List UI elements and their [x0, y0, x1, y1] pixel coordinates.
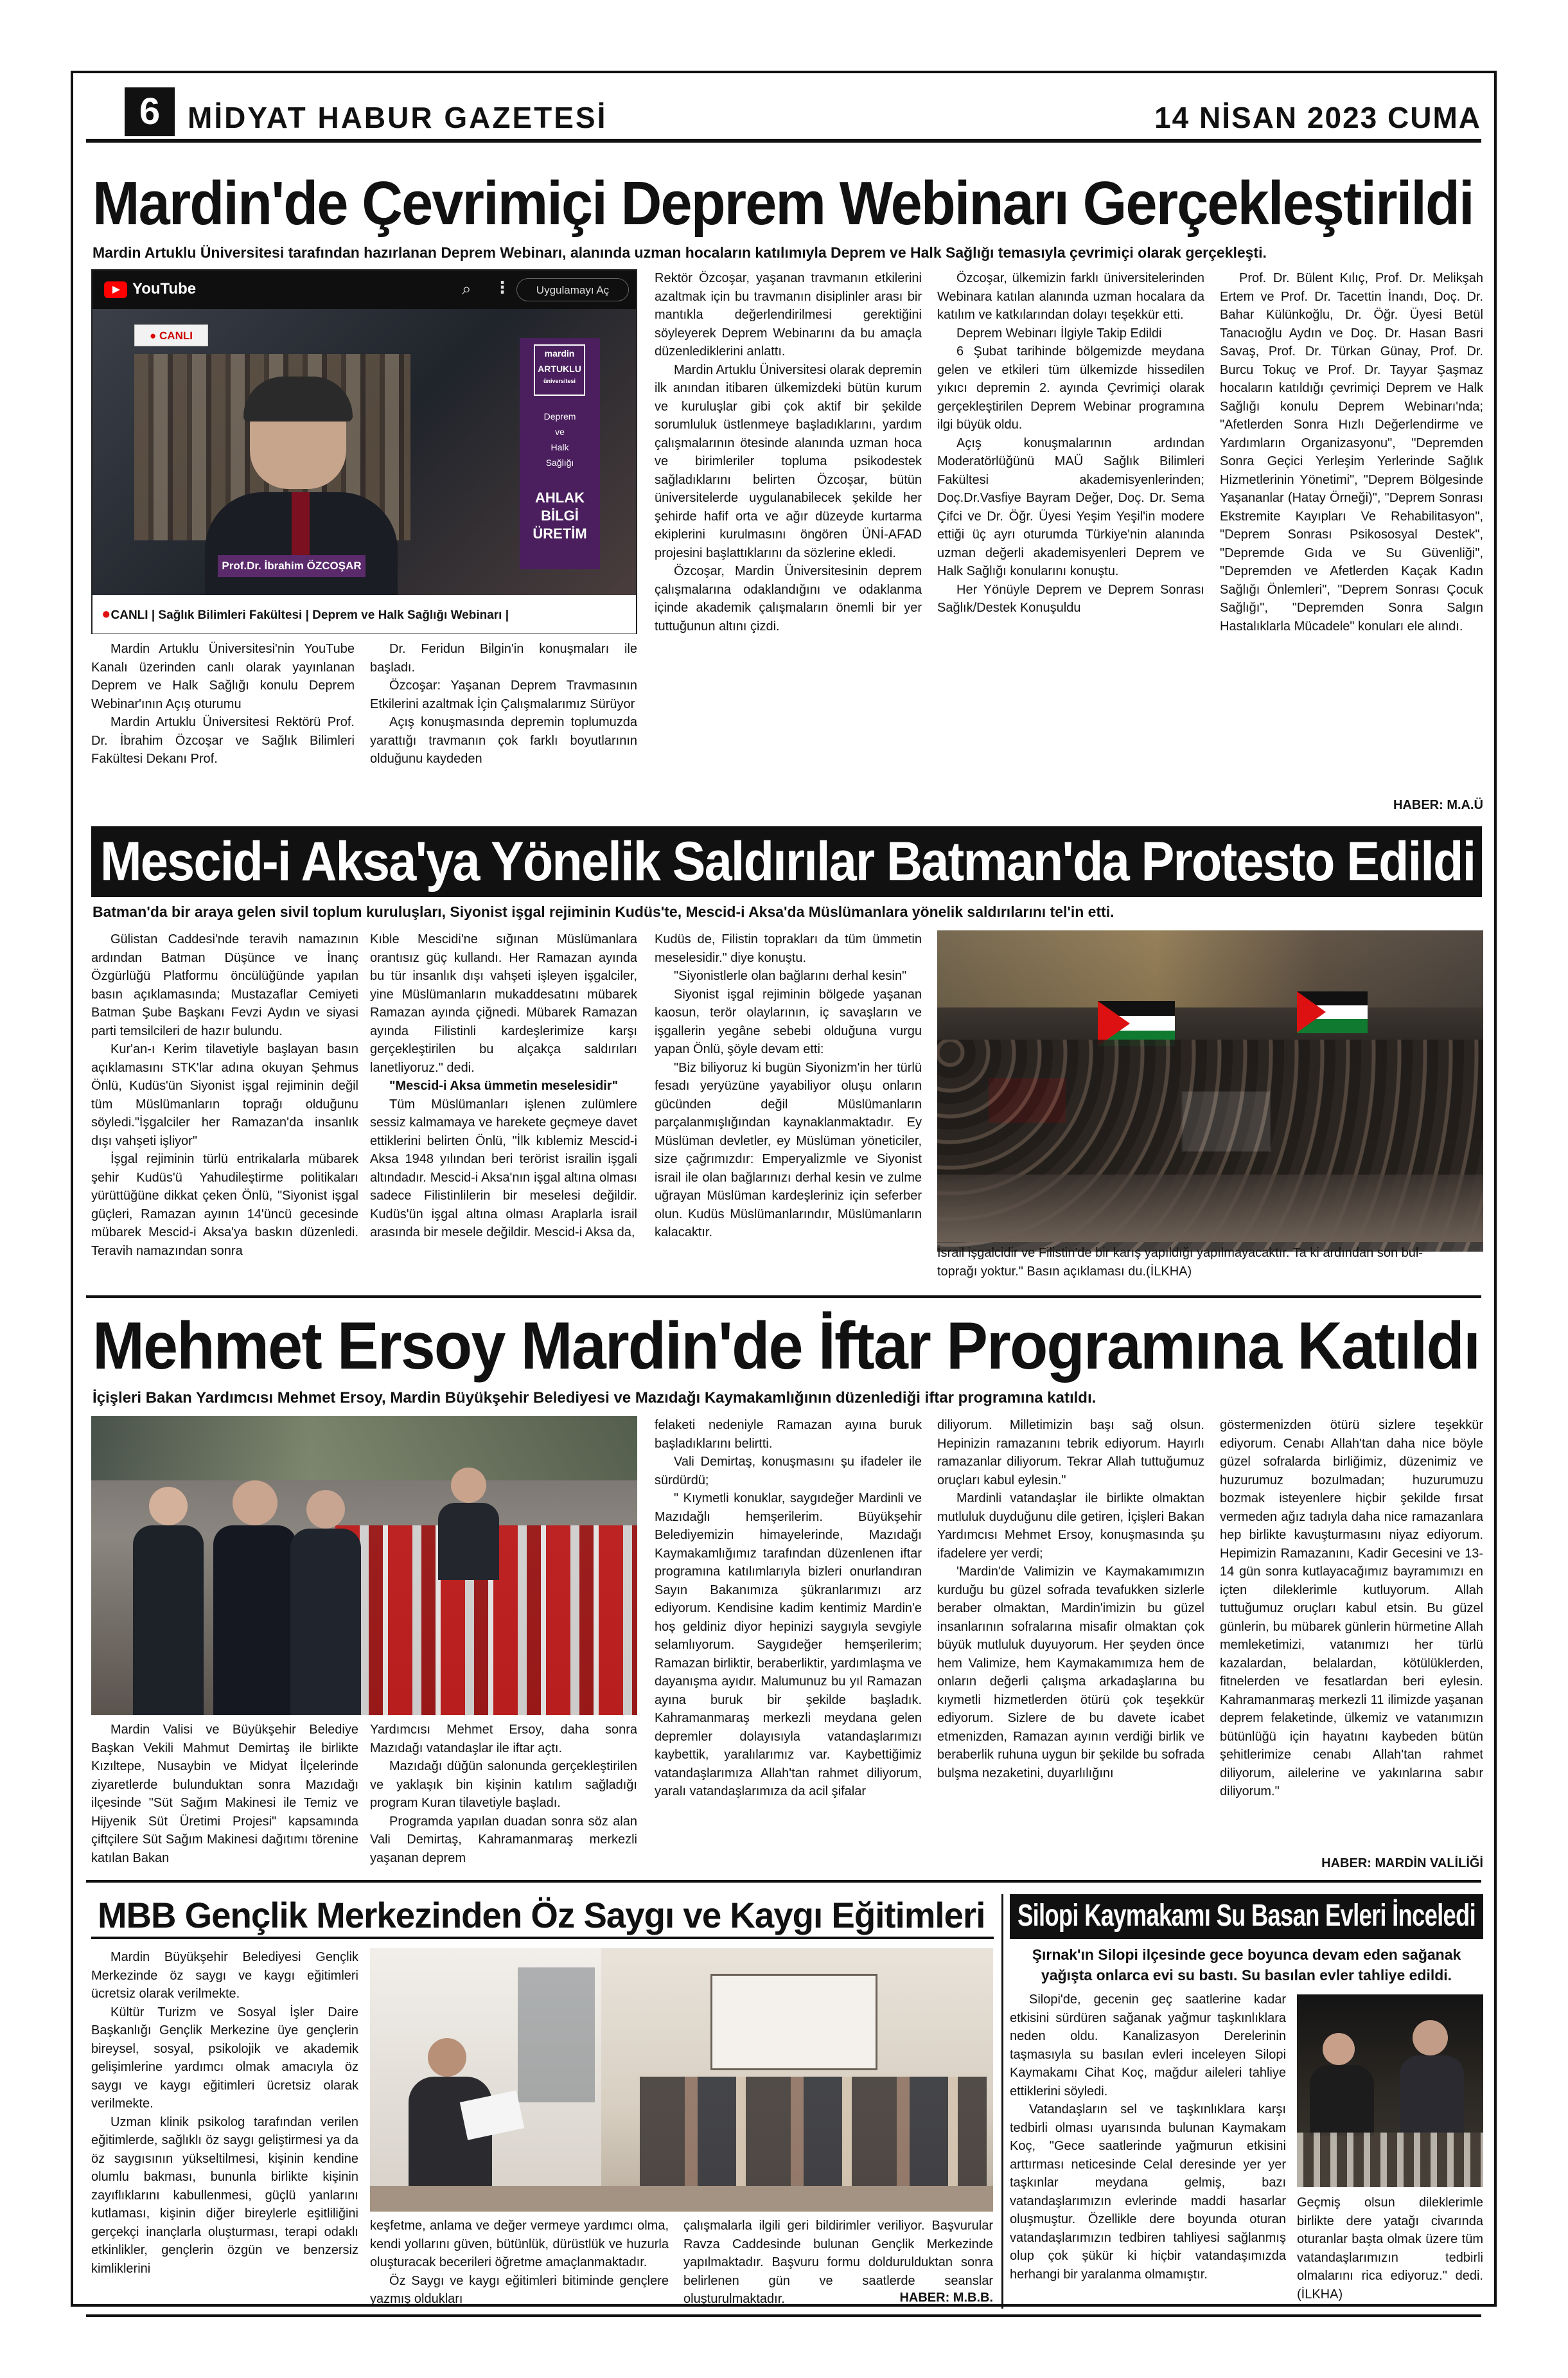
article3-column-2: Yardımcısı Mehmet Ersoy, daha sonra Mazıdağı vatandaşlar ile iftar açtı. Mazıdağı düğün salonunda gerçekleştirilen ve yaklaşık bin kişinin katılım sağladığı program Kuran tilavetiyle başladı. Programda yapılan duadan sonra söz alan Vali Demirtaş, Kahramanmaraş merkezli yaşanan deprem: [370, 1723, 637, 1865]
newspaper-page: [71, 71, 1497, 2307]
speaker-name-label: Prof.Dr. İbrahim ÖZCOŞAR: [218, 555, 366, 577]
iftar-event-photo: [91, 1416, 637, 1715]
slide-topic: Deprem ve Halk Sağlığı: [543, 411, 576, 468]
article2-column-2: Kıble Mescidi'ne sığınan Müslümanlara orantısız güç kullandı. Her Ramazan ayında bu tür insanlık dışı vahşeti işleyen işgalciler, yine Müslümanların mukaddesatını mübarek Ramazan ayında çiğnedi. Mübarek Ramazan ayında Filistinli kardeşlerimize karşı gerçekleştirilen bu alçakça saldırıları lanetliyoruz." dedi. "Mescid-i Aksa ümmetin meselesidir" Tüm Müslümanları işlenen zulümlere sessiz kalmamaya ve harekete geçmeye davet ettiklerini belirten Önlü, "İlk kıblemiz Mescid-i Aksa 1948 yılından beri terörist israilin işgali altındadır. Mescid-i Aksa'nın işgal altına olması sadece Filistinlilerin bir meselesi değildir. Kudüs'ün işgal altına olması Araplarla israil arasında bir mesele değildir. Mescid-i Aksa da,: [370, 932, 637, 1239]
article1-column-2: Dr. Feridun Bilgin'in konuşmaları ile başladı. Özcoşar: Yaşanan Deprem Travmasının Etkilerini azaltmak İçin Çalışmalarımız Sürüyor Açış konuşmasında depremin toplumuzda yarattığı travmanın çok farklı boyutlarının olduğunu kaydeden: [370, 642, 637, 766]
article1-title: Mardin'de Çevrimiçi Deprem Webinarı Gerçekleştirildi: [92, 169, 1474, 238]
webinar-video-frame: [92, 309, 636, 595]
article4-header: [91, 1894, 994, 1939]
newspaper-name: MİDYAT HABUR GAZETESİ: [188, 101, 608, 134]
youtube-wordmark: YouTube: [132, 280, 197, 297]
issue-date: 14 NİSAN 2023 CUMA: [1154, 101, 1481, 134]
seminar-photo: [370, 1948, 993, 2212]
live-dot-icon: ●: [101, 605, 111, 623]
youtube-toolbar: [92, 271, 636, 309]
article1-column-4: Özcoşar, ülkemizin farklı üniversitelerinden Webinara katılan alanında uzman hocalara da katılım ve katkılarından dolayı teşekkür etti. Deprem Webinarı İlgiyle Takip Edildi 6 Şubat tarihinde bölgemizde meydana gelen ve etkileri tüm ülkemizde hissedilen yıkıcı depremin 2. ayında Çevrimiçi olarak gerçekleştirilen Deprem Webinar programına ilgi büyük oldu. Açış konuşmalarının ardından Moderatörlüğünü MAÜ Sağlık Bilimleri Fakültesi akademisyenlerinden; Doç.Dr.Vasfiye Bayram Değer, Doç. Dr. Sema Çifci ve Dr. Öğr. Üyesi Yeşim Yeşil'in modere ettiği üç ayrı oturumda Türkiye'nin alanında uzman değerli akademisyenleri Deprem ve Halk Sağlığı konularını konuştu. Her Yönüyle Deprem ve Deprem Sonrası Sağlık/Destek Konuşuldu: [937, 271, 1204, 615]
article5-column-2: Geçmiş olsun dileklerimle birlikte dere yatağı civarında oturanlar başta olmak üzere tüm vatandaşlarımızın tedbirli olmalarını rica ediyoruz." dedi.(İLKHA): [1297, 2196, 1483, 2302]
article4-column-1: Mardin Büyükşehir Belediyesi Gençlik Merkezinde öz saygı ve kaygı eğitimleri ücretsiz olarak verilmekte. Kültür Turizm ve Sosyal İşler Daire Başkanlığı Gençlik Merkezine üye gençlerin bireysel, sosyal, psikolojik ve akademik gelişimlerine yardımcı olmak amacıyla öz saygı ve kaygı eğitimleri ücretsiz olarak verilmekte. Uzman klinik psikolog tarafından verilen eğitimlerde, sağlıklı öz saygı geliştirmesi ya da öz saygısının yükseltilmesi, kişinin kendine olumlu bakması, bununla birlikte kişinin zayıflıklarını kabullenmesi, güçlü yanlarını kutlaması, kişinin diğer bireylerle eşitliliğini gerçekçi inançlarla oluşturması, terapi odaklı etkinlikler, gençlerin özgün ve benzersiz kimliklerini: [91, 1950, 358, 2276]
video-caption-bar: ●CANLI | Sağlık Bilimleri Fakültesi | Deprem ve Halk Sağlığı Webinarı |: [92, 595, 636, 634]
protest-photo: [937, 930, 1483, 1242]
youtube-logo-icon: [104, 281, 127, 298]
header-rule: [86, 139, 1481, 143]
page-number: 6: [125, 87, 175, 136]
article4-column-2: keşfetme, anlama ve değer vermeye yardımcı olma, kendi yollarını güven, bütünlük, dürüstlük ve huzurla oluşturacak becerileri öğretme amaçlanmaktadır. Öz Saygı ve kaygı eğitimleri bitiminde gençlere yazmış oldukları: [370, 2219, 669, 2306]
article3-column-1: Mardin Valisi ve Büyükşehir Belediye Başkan Vekili Mahmut Demirtaş ile birlikte Kızıltepe, Nusaybin ve Midyat İlçelerinde ziyaretlerde bulunduktan sonra Mazıdağı ilçesinde "Süt Sağım Makinesi ile Temiz ve Hijyenik Süt Üretimi Projesi" kapsamında çiftçilere Süt Sağım Makinesi dağıtımı törenine katılan Bakan: [91, 1723, 358, 1865]
open-app-button[interactable]: Uygulamayı Aç: [516, 278, 629, 301]
article4-column-3: çalışmalarla ilgili geri bildirimler veriliyor. Başvurular Ravza Caddesinde bulunan Gençlik Merkezinde yapılmaktadır. Başvuru formu doldurulduktan sonra belirlenen gün ve saatlerde seanslar oluşturulmaktadır.: [683, 2219, 993, 2306]
official-2: [213, 1525, 297, 1715]
official-1: [133, 1525, 204, 1715]
article2-title-banner: [91, 826, 1482, 897]
live-badge: ● CANLI: [134, 324, 208, 346]
window: [710, 1974, 877, 2070]
article5-column-1: Silopi'de, gecenin geç saatlerine kadar etkisini sürdüren sağanak yağmur taşkınlıklara neden oldu. Kanalizasyon Derelerinin taşmasıyla su basılan evleri inceleyen Silopi Kaymakamı Cihat Koç, mağdur aileleri tahliye ettiklerini söyledi. Vatandaşların sel ve taşkınlıklara karşı tedbirli olması uyarısında bulunan Kaymakam Koç, "Gece saatlerinde yağmurun etkisini arttırması neticesinde Celal deresinde yer yer taşkınlar meydana gelmiş, bazı vatandaşlarımızın evlerinde maddi hasarlar oluşmuştur. Özellikle dere boyunda oturan vatandaşlarımızın tedbiren tahliyesi sağlanmış olup çok şükür ki hiçbir vatandaşımızda herhangi bir yaralanma olmamıştır.: [1010, 1992, 1286, 2282]
article1-column-3: Rektör Özcoşar, yaşanan travmanın etkilerini azaltmak için bu travmanın disiplinler arası bir mantıkla değerlendirilmesi gerektiğini söyleyerek Deprem Webinarını da bu amaçla düzenlediklerini anlattı. Mardin Artuklu Üniversitesi olarak depremin ilk anından itibaren ülkemizdeki bütün kurum ve kuruluşlar gibi çok aktif bir şekilde sorumluluk üstlenmeye başladıklarını, yardım çalışmalarının ötesinde alanında uzman hoca ve birimleriler topluma psikodestek sağladıklarını belirten Özcoşar, bütün üniversitelerde uygulanabilecek şekilde her şehirde hafif orta ve ağır düzeyde kurtarma ekiplerini kurulmasını öngören ÜNİ-AFAD projesini başlattıklarını da sözlerine ekledi. Özcoşar, Mardin Üniversitesinin deprem çalışmalarına odaklandığını ve odaklanma içinde akademik çalışmaların önemli bir yer tuttuğunun altını çizdi.: [655, 271, 922, 634]
article3-column-4: diliyorum. Milletimizin başı sağ olsun. Hepinizin ramazanını tebrik ediyorum. Hayırlı ramazanlar diliyorum. Tekrar Allah tuttuğumuz oruçları kabul eylesin." Mardinli vatandaşlar ile birlikte olmaktan mutluluk duyduğunu dile getiren, İçişleri Bakan Yardımcısı Mehmet Ersoy, konuşmasında şu ifadelere yer verdi; 'Mardin'de Valimizin ve Kaymakamımızın kurduğu bu güzel sofrada tevafukken sizlerle beraber olmaktan, Mardin'imizin bu güzel insanlarının sofralarına misafir olmaktan çok büyük mutluluk duyuyorum. Her şeyden önce hem Valimize, hem Kaymakamımıza hem de onların değerli çalışma arkadaşlarına bu kıymetli hizmetlerden ötürü çok teşekkür ediyorum. Sizlere de bu davete icabet etmenizden, Ramazan ayının verdiği birlik ve beraberlik ruhuna uygun bir şekilde bu sofrada bulşma nezaketini, duyarlılığını: [937, 1418, 1204, 1780]
article1-column-1: Mardin Artuklu Üniversitesi'nin YouTube Kanalı üzerinden canlı olarak yayınlanan Deprem ve Halk Sağlığı konulu Deprem Webinar'ının Açış oturumu Mardin Artuklu Üniversitesi Rektörü Prof. Dr. İbrahim Özcoşar ve Sağlık Bilimleri Fakültesi Dekanı Prof.: [91, 642, 355, 766]
railing: [1297, 2133, 1483, 2187]
article1-signature: HABER: M.A.Ü: [1393, 798, 1483, 812]
protest-photo-caption: İsrail işgalcidir ve Filistin'de bir karış yapıldığı yapılmayacaktır. Ta ki ardından son bul- toprağı yoktur." Basın açıklaması du.(İLKHA): [937, 1246, 1423, 1279]
more-options-icon[interactable]: ⋮: [494, 278, 511, 297]
article5-title: Silopi Kaymakamı Su Basan Evleri İnceledi: [1017, 1899, 1476, 1933]
article1-subtitle: Mardin Artuklu Üniversitesi tarafından hazırlanan Deprem Webinarı, alanında uzman hocaların katılımıyla Deprem ve Halk Sağlığı temasıyla çevrimiçi olarak gerçekleşti.: [92, 244, 1267, 261]
audience: [640, 2077, 987, 2192]
article2-column-3: Kudüs de, Filistin toprakları da tüm ümmetin meselesidir." diye konuştu. "Siyonistlerle olan bağlarını derhal kesin" Siyonist işgal rejiminin bölgede yaşanan kaosun, terör olaylarının, iç savaşların ve işgallerin yegâne sebebi olduğuna vurgu yapan Önlü, şöyle devam etti: "Biz biliyoruz ki bugün Siyonizm'in her türlü fesadı yeryüzüne yayabiliyor oluşu onların gücünden değil Müslümanların parçalanmışlığından kaynaklanmaktadır. Ey Müslüman devletler, ey Müslüman yöneticiler, size çağrımızdır: Emperyalizmle ve Siyonist israil ile olan bağlarınızı derhal kesin ve zulme uğrayan Müslüman kardeşleriniz için seferber olun. Kudüs Müslümanlarındır, Müslümanların kalacaktır.: [655, 932, 922, 1239]
trees-background: [91, 1416, 637, 1480]
flood-inspection-photo: [1297, 1994, 1483, 2187]
article3-subtitle: İçişleri Bakan Yardımcısı Mehmet Ersoy, Mardin Büyükşehir Belediyesi ve Mazıdağı Kaymakamlığının düzenlediği iftar programına katıldı.: [92, 1389, 1097, 1406]
article3-column-5: göstermenizden ötürü sizlere teşekkür ediyorum. Cenabı Allah'tan daha nice böyle güzel sofralarda birliğimiz, düzenimiz ve huzurumuz bozulmadan; huzurumuzu bozmak isteyenlere hiçbir şekilde fırsat vermeden ağız tadıyla daha nice ramazanlara hep birlikte kavuşturmasını niyaz ediyorum. Hepimizin Ramazanını, Kadir Gecesini ve 13-14 gün sonra kutlayacağımız bayramımızı en içten dileklerimle kutluyorum. Allah tuttuğumuz oruçları kabul etsin. Bu güzel günlerin, bu mübarek günlerin hürmetine Allah memleketimizi, vatanımızı her türlü kazalardan, belalardan, kötülüklerden, fitnelerden ve fesatlardan beri eylesin. Kahramanmaraş merkezli 11 ilimizde yaşanan deprem felaketinde, ülkemiz ve vatanımızın bütünlüğü için hayatını kaybeden bütün şehitlerimize cenabı Allah'tan rahmet diliyorum, ailelerine ve yakınlarına sabır diliyorum.": [1220, 1418, 1483, 1798]
article2-subtitle: Batman'da bir araya gelen sivil toplum kuruluşları, Siyonist işgal rejiminin Kudüs'te, Mescid-i Aksa'da Müslümanlara yönelik saldırılarını tel'in etti.: [92, 903, 1114, 920]
article5-subtitle: Şırnak'ın Silopi ilçesinde gece boyunca devam eden sağanak yağışta onlarca evi su bastı. Su basılan evler tahliye edildi.: [1032, 1946, 1461, 1983]
official-3: [290, 1529, 361, 1715]
article1-column-5: Prof. Dr. Bülent Kılıç, Prof. Dr. Melikşah Ertem ve Prof. Dr. Tacettin İnandı, Doç. Dr. Bahar Külünkoğlu, Dr. Öğr. Üyesi Betül Tanacıoğlu Aydın ve Doç. Dr. Hasan Basri Savaş, Prof. Dr. Türkan Günay, Prof. Dr. Burcu Tokuç ve Prof. Dr. Tayyar Şaşmaz hocaların katıldığı çevrimiçi Deprem ve Halk Sağlığı konulu Deprem Webinarı'nda; "Afetlerden Sonra Hızlı Değerlendirme ve Yardımların Organizasyonu", "Depremden Sonra Geçici Yerleşim Yerlerinde Sağlık Hizmetlerinin Yönetimi", "Deprem Bölgesinde Yaşananlar (Hatay Örneği)", "Deprem Sonrası Ekstremite Kayıpları Ve Rehabilitasyon", "Deprem Sonrası Psikososyal Destek", "Depremde Gıda ve Su Güvenliği", "Depremden ve Afetlerden Kaçak Kadın Sağlığı Önlemleri", "Deprem Sonrası Çocuk Sağlığı", "Depremden Sonra Salgın Hastalıklarla Mücadele" konuları ele alındı.: [1220, 271, 1483, 634]
university-logo: mardin ARTUKLU üniversitesi: [534, 344, 585, 396]
article3-signature: HABER: MARDİN VALİLİĞİ: [1321, 1856, 1483, 1870]
bottom-rule: [86, 2314, 1481, 2317]
section-rule-2: [86, 1295, 1481, 1298]
youtube-embed[interactable]: [91, 269, 637, 634]
university-slide: [520, 338, 600, 569]
vertical-divider: [1001, 1894, 1003, 2309]
university-slogan: AHLAK BİLGİ ÜRETİM: [533, 490, 587, 542]
article3-title: Mehmet Ersoy Mardin'de İftar Programına Katıldı: [92, 1309, 1480, 1383]
article4-signature: HABER: M.B.B.: [899, 2291, 993, 2305]
article3-column-3: felaketi nedeniyle Ramazan ayına buruk başladıklarını belirtti. Vali Demirtaş, konuşmasını şu ifadeler ile sürdürdü; " Kıymetli konuklar, saygıdeğer Mardinli ve Mazıdağlı hemşerilerim. Büyükşehir Belediyemizin himayelerinde, Mazıdağı Kaymakamlığımız tarafından düzenlenen iftar programına katılımlarıyla bizleri onurlandıran Sayın Bakanımıza şükranlarımızı arz ediyorum. Kendisine kadim kentimiz Mardin'e hoş geldiniz diyor hepinizi saygıyla sevgiyle selamlıyorum. Saygıdeğer hemşerilerim; Ramazan birliktir, beraberliktir, yardımlaşma ve dayanışma ayıdır. Malumunuz bu yıl Ramazan ayına buruk bir şekilde başladık. Kahramanmaraş merkezli meydana gelen depremler dolayısıyla vatandaşlarımızı kaybettik, yaralılarımız var. Kaybettiğimiz vatandaşlarımıza Allah'tan rahmet diliyorum, yaralı vatandaşlarımıza da acil şifalar: [655, 1418, 922, 1798]
search-icon[interactable]: ⌕: [462, 280, 471, 299]
article5-title-banner: [1010, 1894, 1483, 1939]
article2-title: Mescid-i Aksa'ya Yönelik Saldırılar Batman'da Protesto Edildi: [100, 831, 1476, 892]
article4-title: MBB Gençlik Merkezinden Öz Saygı ve Kaygı Eğitimleri: [98, 1895, 985, 1935]
page-header: [73, 73, 1494, 138]
section-rule-3: [86, 1880, 1481, 1883]
article2-column-1: Gülistan Caddesi'nde teravih namazının ardından Batman Düşünce ve İnanç Özgürlüğü Platformu öncülüğünde yapılan basın açıklamasında; Mustazaflar Cemiyeti Batman Şube Başkanı Fevzi Aydın ve siyasi parti temsilcileri de hazır bulundu. Kur'an-ı Kerim tilavetiyle başlayan basın açıklamasını STK'lar adına okuyan Şehmus Önlü, Kudüs'ün Siyonist işgal rejiminin değil tüm Müslümanların toprağı olduğunu söyledi."İşgalciler her Ramazan'da insanlık dışı vahşeti işliyor" İşgal rejiminin türlü entrikalarla mübarek şehir Kudüs'ü Yahudileştirme politikaları yürüttüğüne dikkat çeken Önlü, "Siyonist işgal güçleri, Ramazan ayının 14'üncü gecesinde mübarek Mescid-i Aksa'ya baskın düzenledi. Teravih namazından sonra: [91, 932, 358, 1258]
